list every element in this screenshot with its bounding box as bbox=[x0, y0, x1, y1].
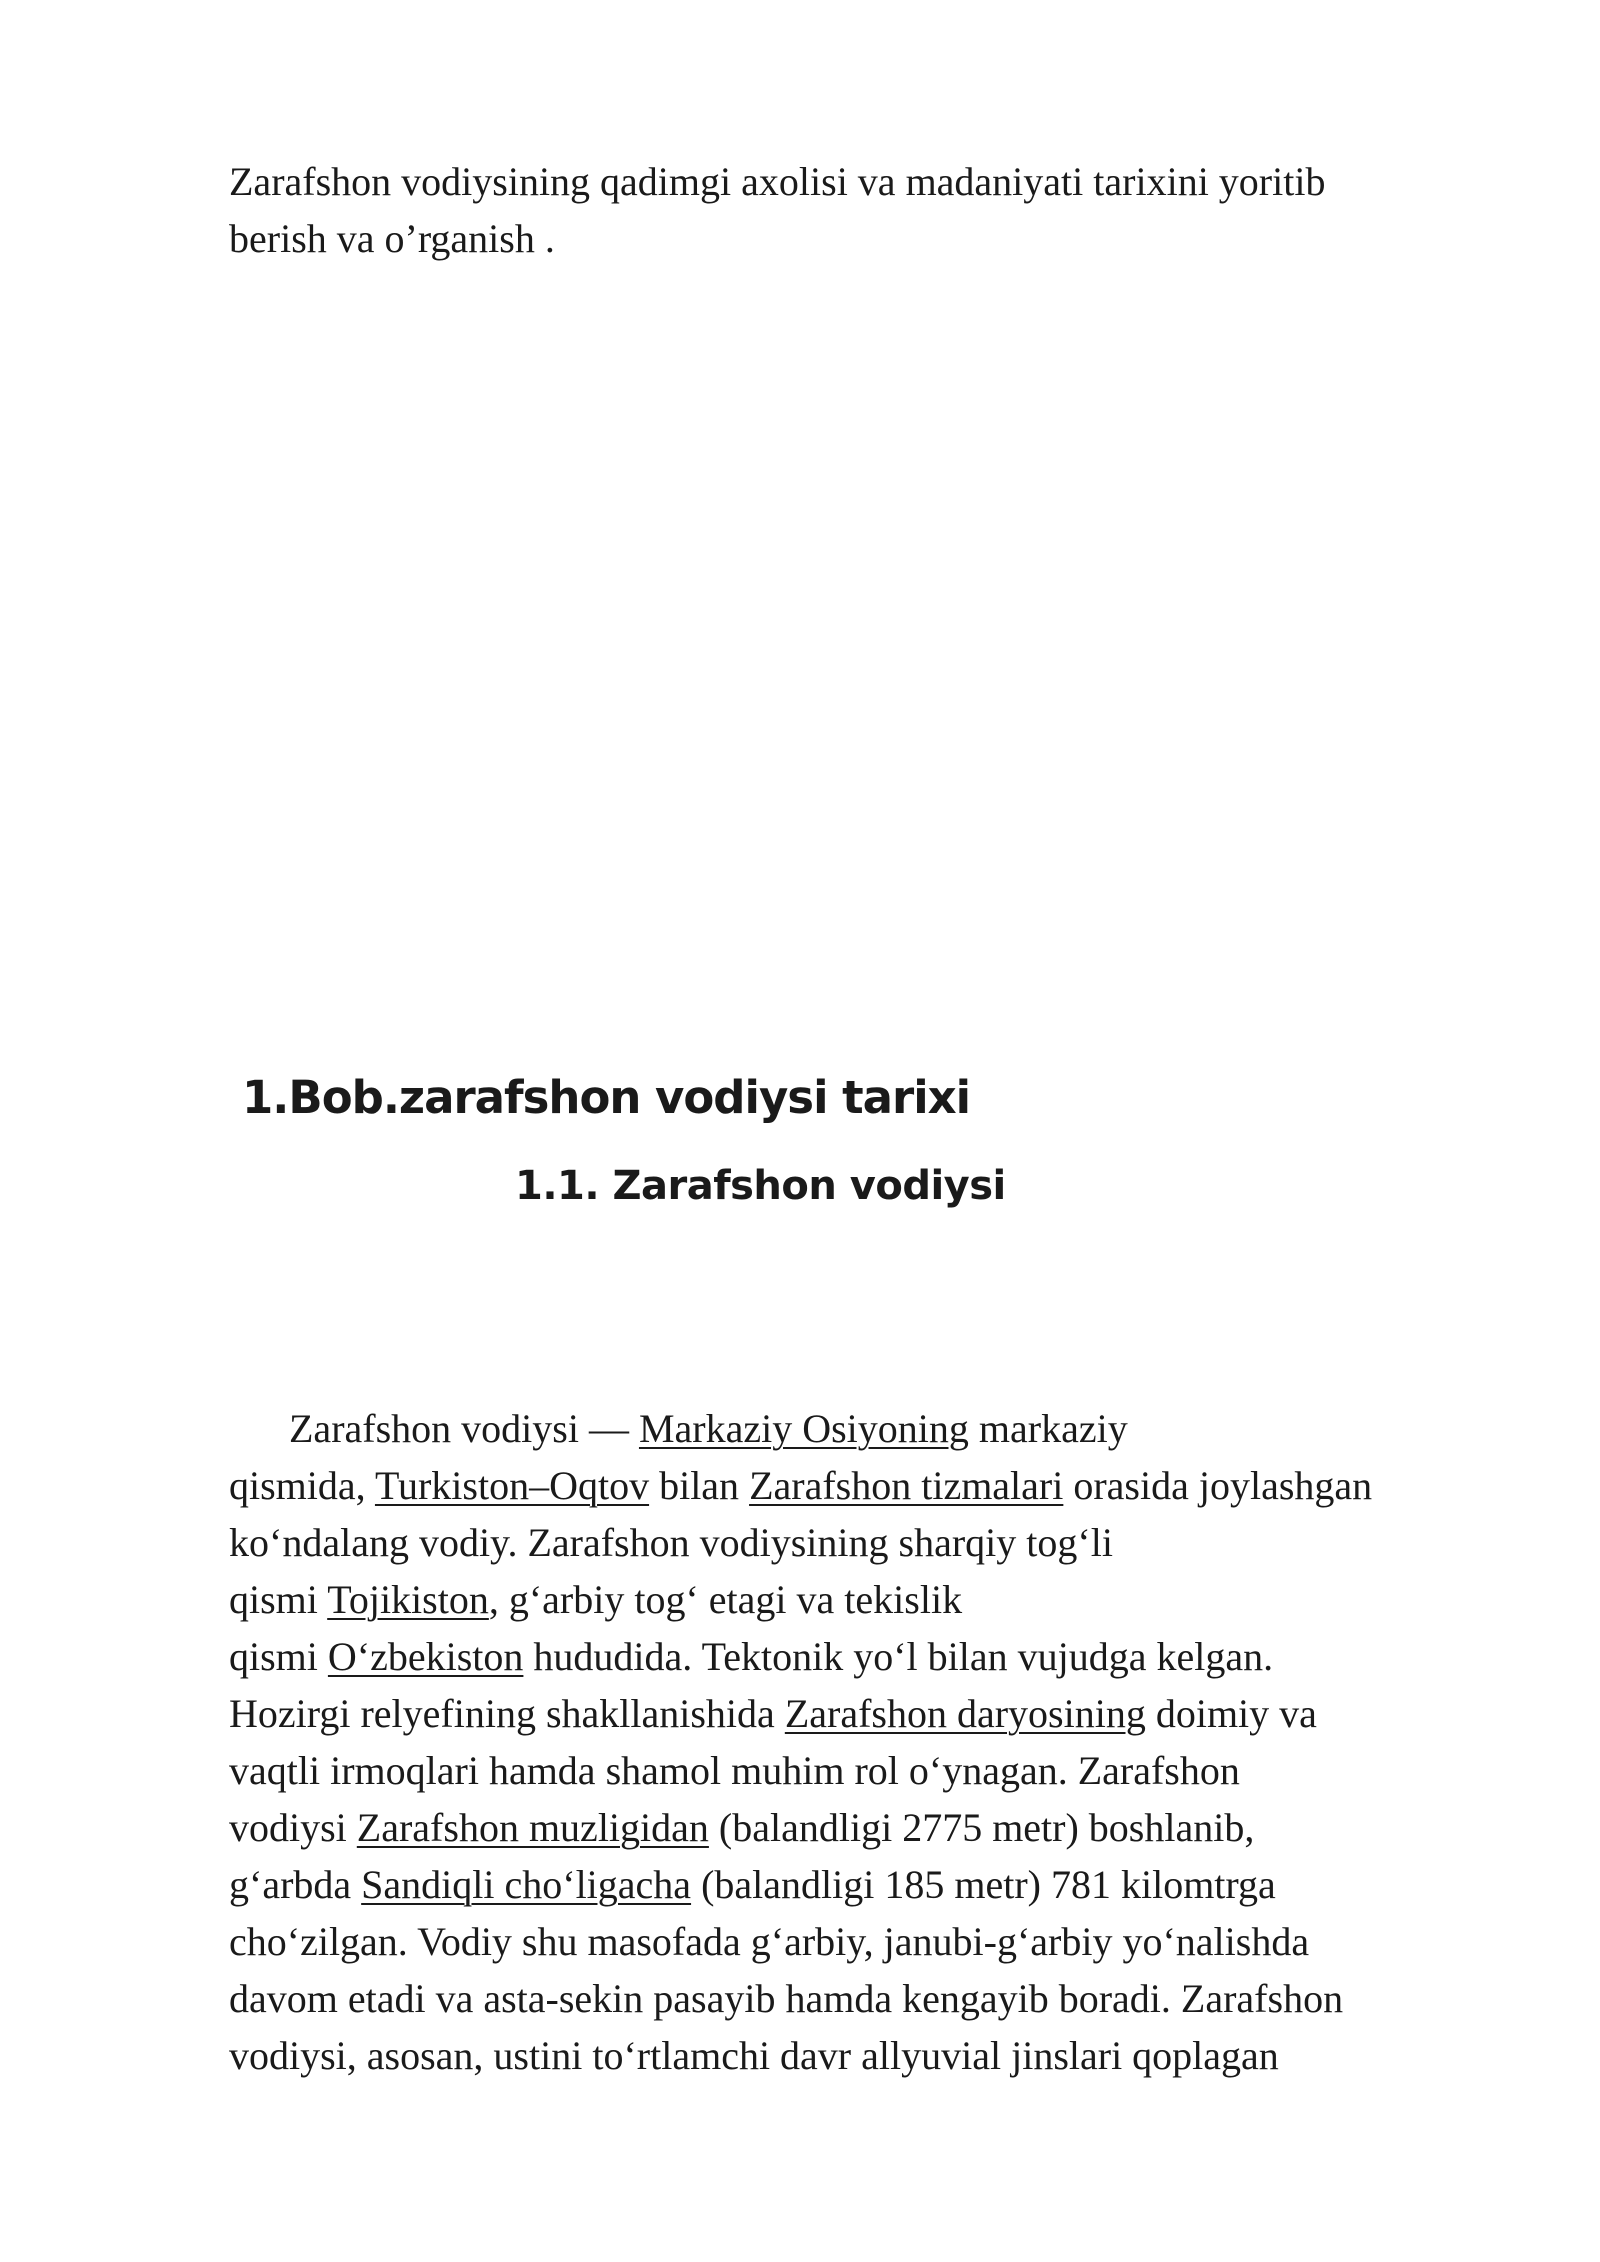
text-run: (balandligi 185 metr) 781 kilomtrga bbox=[691, 1862, 1276, 1907]
body-line bbox=[229, 1970, 1489, 2027]
text-run: Hozirgi relyefining shakllanishida bbox=[229, 1691, 785, 1736]
link-turkiston-oqtov[interactable]: Turkiston–Oqtov bbox=[374, 1463, 650, 1508]
body-line bbox=[229, 1400, 1489, 1457]
body-line bbox=[229, 1571, 1489, 1628]
text-run: hududida. Tektonik yo‘l bilan vujudga kelgan. bbox=[523, 1634, 1274, 1679]
intro-line-2: berish va o’rganish . bbox=[229, 216, 555, 261]
body-paragraph bbox=[229, 1400, 1489, 2084]
text-run: orasida joylashgan bbox=[1063, 1463, 1373, 1508]
link-sandiqli-choligacha[interactable]: Sandiqli cho‘ligacha bbox=[361, 1862, 692, 1907]
link-zarafshon-muzligidan[interactable]: Zarafshon muzligidan bbox=[356, 1805, 709, 1850]
section-title: 1.1. Zarafshon vodiysi bbox=[515, 1163, 1006, 1209]
text-run: vodiysi, asosan, ustini to‘rtlamchi davr allyuvial jinslari qoplagan bbox=[229, 2033, 1279, 2078]
link-zarafshon-tizmalari[interactable]: Zarafshon tizmalari bbox=[749, 1463, 1064, 1508]
text-run: markaziy bbox=[968, 1406, 1128, 1451]
text-run: , g‘arbiy tog‘ etagi va tekislik bbox=[488, 1577, 963, 1622]
text-run: Zarafshon vodiysi — bbox=[289, 1406, 639, 1451]
text-run: ko‘ndalang vodiy. Zarafshon vodiysining sharqiy tog‘li bbox=[229, 1520, 1113, 1565]
body-line bbox=[229, 2027, 1489, 2084]
link-ozbekiston[interactable]: O‘zbekiston bbox=[327, 1634, 524, 1679]
body-line bbox=[229, 1799, 1489, 1856]
link-tojikiston[interactable]: Tojikiston bbox=[327, 1577, 489, 1622]
link-markaziy-osiyoning[interactable]: Markaziy Osiyoning bbox=[638, 1406, 969, 1451]
text-run: g‘arbda bbox=[229, 1862, 362, 1907]
body-line bbox=[229, 1628, 1489, 1685]
chapter-title: 1.Bob.zarafshon vodiysi tarixi bbox=[242, 1071, 971, 1124]
text-run: bilan bbox=[649, 1463, 750, 1508]
text-run: qismi bbox=[229, 1634, 328, 1679]
body-line bbox=[229, 1514, 1489, 1571]
text-run: vodiysi bbox=[229, 1805, 357, 1850]
intro-paragraph bbox=[229, 153, 1459, 267]
text-run: davom etadi va asta-sekin pasayib hamda kengayib boradi. Zarafshon bbox=[229, 1976, 1344, 2021]
text-run: qismi bbox=[229, 1577, 328, 1622]
text-run: vaqtli irmoqlari hamda shamol muhim rol o‘ynagan. Zarafshon bbox=[229, 1748, 1240, 1793]
body-line bbox=[229, 1913, 1489, 1970]
body-line bbox=[229, 1457, 1489, 1514]
body-line bbox=[229, 1685, 1489, 1742]
intro-line-1: Zarafshon vodiysining qadimgi axolisi va madaniyati tarixini yoritib bbox=[229, 159, 1326, 204]
link-zarafshon-daryosining[interactable]: Zarafshon daryosining bbox=[784, 1691, 1146, 1736]
body-line bbox=[229, 1742, 1489, 1799]
text-run: cho‘zilgan. Vodiy shu masofada g‘arbiy, janubi-g‘arbiy yo‘nalishda bbox=[229, 1919, 1310, 1964]
body-line bbox=[229, 1856, 1489, 1913]
text-run: qismida, bbox=[229, 1463, 375, 1508]
text-run: doimiy va bbox=[1145, 1691, 1317, 1736]
text-run: (balandligi 2775 metr) boshlanib, bbox=[708, 1805, 1255, 1850]
